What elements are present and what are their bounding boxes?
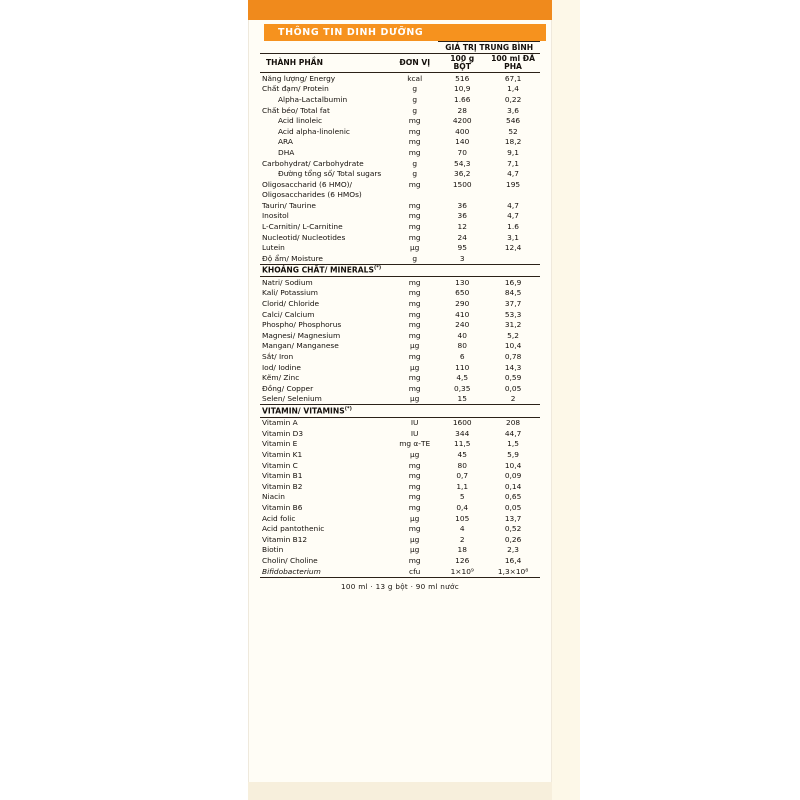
row-value-prepared: 7,1	[507, 158, 519, 168]
row-nutrient-name: Niacin	[262, 492, 285, 502]
row-value-prepared	[486, 190, 540, 201]
row-nutrient-name: Sắt/ Iron	[262, 351, 294, 361]
row-nutrient-name: Cholin/ Choline	[262, 555, 318, 565]
table-row	[260, 341, 540, 352]
table-row	[260, 417, 540, 428]
table-row	[260, 126, 540, 137]
table-row	[260, 534, 540, 545]
row-value-prepared: 1,5	[507, 439, 519, 449]
row-nutrient-name: Vitamin D3	[262, 428, 304, 438]
row-nutrient-name: Vitamin A	[262, 418, 298, 428]
row-unit: mg	[408, 147, 421, 157]
row-nutrient-name: Đường tổng số/ Total sugars	[278, 169, 382, 179]
row-unit: mg	[408, 200, 421, 210]
row-value-powder: 1600	[452, 418, 472, 428]
header-name: THÀNH PHẦN	[260, 53, 391, 72]
section-footnote-marker: (*)	[344, 405, 352, 412]
table-section-header	[260, 264, 540, 276]
row-value-powder: 0,35	[454, 383, 471, 393]
row-value-prepared: 10,4	[504, 341, 522, 351]
row-value-powder: 36	[457, 200, 467, 210]
row-value-prepared: 13,7	[504, 513, 522, 523]
row-value-prepared: 16,9	[504, 277, 522, 287]
row-value-powder: 344	[455, 428, 470, 438]
row-unit: µg	[409, 394, 420, 404]
row-nutrient-name: DHA	[278, 147, 295, 157]
row-nutrient-name: Taurin/ Taurine	[262, 200, 316, 210]
row-value-prepared: 5,2	[507, 330, 519, 340]
row-value-prepared: 10,4	[504, 460, 522, 470]
row-value-prepared: 3,6	[507, 105, 519, 115]
header-spacer-name	[260, 42, 391, 54]
row-value-prepared: 16,4	[504, 555, 522, 565]
row-nutrient-name: Lutein	[262, 243, 285, 253]
table-row	[260, 330, 540, 341]
row-nutrient-name: Vitamin B6	[262, 502, 303, 512]
row-value-prepared: 4,7	[507, 200, 519, 210]
row-nutrient-name: Selen/ Selenium	[262, 394, 322, 404]
row-nutrient-name: Calci/ Calcium	[262, 309, 315, 319]
row-value-powder: 36	[457, 211, 467, 221]
row-nutrient-name: Vitamin E	[262, 439, 298, 449]
row-unit: mg	[408, 309, 421, 319]
label-content	[256, 24, 544, 591]
row-nutrient-name: Vitamin C	[262, 460, 298, 470]
row-nutrient-name: Chất béo/ Total fat	[262, 105, 330, 115]
row-unit: µg	[409, 362, 420, 372]
row-value-prepared: 2	[510, 394, 516, 404]
row-value-powder: 0,7	[456, 471, 469, 481]
row-unit: mg	[408, 179, 421, 189]
row-unit: mg	[408, 330, 421, 340]
row-value-powder: 80	[457, 460, 467, 470]
row-unit: mg	[408, 383, 421, 393]
table-row	[260, 179, 540, 190]
row-value-powder: 24	[457, 232, 467, 242]
row-nutrient-name: ARA	[278, 137, 293, 147]
table-row	[260, 502, 540, 513]
table-row	[260, 373, 540, 384]
row-unit: g	[412, 158, 418, 168]
row-nutrient-name: Năng lượng/ Energy	[262, 73, 336, 83]
section-footnote-marker: (*)	[373, 265, 382, 272]
row-nutrient-name: Vitamin B12	[262, 534, 308, 544]
row-unit: µg	[409, 545, 420, 555]
table-row	[260, 524, 540, 535]
row-value-prepared: 2,3	[507, 545, 519, 555]
row-nutrient-name: Đồng/ Copper	[262, 383, 314, 393]
row-value-powder: 10,9	[454, 84, 471, 94]
row-value-prepared: 44,7	[504, 428, 522, 438]
row-nutrient-name: Magnesi/ Magnesium	[262, 330, 341, 340]
top-orange-bar	[248, 0, 552, 20]
row-value-prepared: 9,1	[507, 147, 519, 157]
row-value-prepared: 37,7	[504, 298, 522, 308]
row-unit: g	[412, 84, 418, 94]
row-unit: mg	[408, 555, 421, 565]
table-row	[260, 460, 540, 471]
table-row	[260, 105, 540, 116]
row-value-powder: 18	[457, 545, 467, 555]
table-row	[260, 288, 540, 299]
row-unit: mg	[408, 373, 421, 383]
row-unit: mg	[408, 492, 421, 502]
table-row	[260, 362, 540, 373]
row-nutrient-name: Vitamin B2	[262, 481, 303, 491]
row-value-prepared	[486, 253, 540, 264]
row-value-powder: 126	[455, 555, 470, 565]
row-unit: cfu	[409, 566, 421, 576]
table-row	[260, 320, 540, 331]
row-value-prepared: 0,59	[504, 373, 522, 383]
row-nutrient-name: Oligosaccharides (6 HMOs)	[262, 190, 362, 200]
table-row	[260, 221, 540, 232]
header-spacer-unit	[391, 42, 438, 54]
row-nutrient-name: Biotin	[262, 545, 284, 555]
table-row	[260, 545, 540, 556]
row-value-powder: 0,4	[456, 502, 469, 512]
row-value-prepared: 546	[506, 116, 521, 126]
row-value-powder: 400	[455, 126, 470, 136]
row-nutrient-name: L-Carnitin/ L-Carnitine	[262, 222, 343, 232]
table-row	[260, 232, 540, 243]
row-value-prepared: 0,14	[504, 481, 522, 491]
table-row	[260, 566, 540, 577]
row-unit: g	[412, 169, 418, 179]
row-value-powder: 45	[457, 449, 467, 459]
row-unit: mg	[408, 460, 421, 470]
row-unit: µg	[409, 341, 420, 351]
row-value-powder: 54,3	[454, 158, 471, 168]
row-unit: µg	[409, 449, 420, 459]
row-nutrient-name: Acid pantothenic	[262, 524, 325, 534]
row-value-prepared: 18,2	[504, 137, 522, 147]
row-value-powder: 1×10⁹	[450, 566, 474, 576]
table-row	[260, 351, 540, 362]
row-unit: mg	[408, 126, 421, 136]
row-unit: mg	[408, 277, 421, 287]
row-value-prepared: 31,2	[504, 320, 522, 330]
row-nutrient-name: Inositol	[262, 211, 289, 221]
table-row	[260, 471, 540, 482]
row-unit: IU	[410, 428, 419, 438]
row-value-powder: 4,5	[456, 373, 469, 383]
row-unit	[391, 190, 438, 201]
row-value-powder: 40	[457, 330, 467, 340]
table-row	[260, 253, 540, 264]
row-value-prepared: 4,7	[507, 211, 519, 221]
row-value-powder: 95	[457, 243, 467, 253]
row-unit: kcal	[407, 73, 423, 83]
row-value-powder: 1.66	[454, 94, 471, 104]
table-row	[260, 383, 540, 394]
row-value-prepared: 0,65	[504, 492, 522, 502]
row-nutrient-name: Acid alpha-linolenic	[278, 126, 350, 136]
row-value-powder: 2	[459, 534, 465, 544]
row-unit: g	[412, 94, 418, 104]
row-nutrient-name: Chất đạm/ Protein	[262, 84, 329, 94]
row-value-prepared: 1,3×10⁸	[497, 566, 529, 576]
row-unit: mg	[408, 351, 421, 361]
row-value-prepared: 52	[508, 126, 518, 136]
row-value-prepared: 0,52	[504, 524, 522, 534]
table-row	[260, 309, 540, 320]
table-row	[260, 243, 540, 254]
row-value-powder: 240	[455, 320, 470, 330]
row-unit: g	[412, 253, 418, 263]
row-nutrient-name: Acid folic	[262, 513, 296, 523]
table-header-top-row	[260, 42, 540, 54]
row-value-powder: 1,1	[456, 481, 469, 491]
serving-footnote: 100 ml · 13 g bột · 90 ml nước	[260, 577, 540, 591]
table-row	[260, 137, 540, 148]
row-value-prepared: 14,3	[504, 362, 522, 372]
row-value-prepared: 1.6	[507, 222, 519, 232]
row-unit: mg	[408, 222, 421, 232]
row-value-powder: 140	[455, 137, 470, 147]
row-unit: mg	[408, 137, 421, 147]
header-value-powder: 100 g BỘT	[438, 53, 486, 72]
table-row	[260, 147, 540, 158]
row-value-prepared: 84,5	[504, 288, 522, 298]
row-nutrient-name: Kali/ Potassium	[262, 288, 318, 298]
row-value-powder: 516	[455, 73, 470, 83]
section-label: KHOÁNG CHẤT/ MINERALS(*)	[260, 264, 540, 276]
row-unit: µg	[409, 243, 420, 253]
row-value-prepared: 208	[506, 418, 521, 428]
row-unit: mg α-TE	[399, 439, 431, 449]
row-nutrient-name: Natri/ Sodium	[262, 277, 313, 287]
row-value-powder: 650	[455, 288, 470, 298]
table-body	[260, 73, 540, 577]
row-nutrient-name: Nucleotid/ Nucleotides	[262, 232, 346, 242]
row-nutrient-name: Mangan/ Manganese	[262, 341, 339, 351]
table-row	[260, 277, 540, 288]
row-value-powder: 3	[459, 253, 465, 263]
table-row	[260, 200, 540, 211]
row-unit: mg	[408, 211, 421, 221]
row-value-powder: 5	[459, 492, 465, 502]
row-nutrient-name: Vitamin B1	[262, 471, 303, 481]
bottom-cream-bar	[248, 782, 552, 800]
row-unit: mg	[408, 471, 421, 481]
row-value-powder: 12	[457, 222, 467, 232]
table-row	[260, 492, 540, 503]
row-value-prepared: 53,3	[504, 309, 522, 319]
table-row	[260, 394, 540, 405]
row-value-powder: 130	[455, 277, 470, 287]
row-unit: mg	[408, 524, 421, 534]
row-value-prepared: 0,26	[504, 534, 522, 544]
row-value-powder: 28	[457, 105, 467, 115]
row-value-powder: 11,5	[454, 439, 471, 449]
table-row	[260, 513, 540, 524]
table-row	[260, 158, 540, 169]
table-row	[260, 84, 540, 95]
row-value-prepared: 0,05	[504, 383, 522, 393]
row-nutrient-name: Phospho/ Phosphorus	[262, 320, 342, 330]
row-value-powder: 70	[457, 147, 467, 157]
table-row	[260, 169, 540, 180]
table-row	[260, 211, 540, 222]
row-unit: mg	[408, 116, 421, 126]
row-value-powder: 36,2	[454, 169, 471, 179]
table-row	[260, 428, 540, 439]
row-unit: mg	[408, 288, 421, 298]
table-row	[260, 481, 540, 492]
row-value-powder	[438, 190, 486, 201]
page-title: THÔNG TIN DINH DƯỠNG	[264, 24, 546, 41]
row-nutrient-name: Acid linoleic	[278, 116, 323, 126]
nutrition-table	[260, 41, 540, 577]
row-value-prepared: 67,1	[504, 73, 522, 83]
row-value-powder: 105	[455, 513, 470, 523]
table-row	[260, 94, 540, 105]
row-unit: mg	[408, 232, 421, 242]
header-unit: ĐƠN VỊ	[391, 53, 438, 72]
row-value-prepared: 12,4	[504, 243, 522, 253]
table-row	[260, 190, 540, 201]
header-value-prepared: 100 ml ĐÃ PHA	[486, 53, 540, 72]
row-nutrient-name: Iod/ Iodine	[262, 362, 301, 372]
row-value-prepared: 0,22	[504, 94, 522, 104]
row-value-powder: 80	[457, 341, 467, 351]
row-unit: g	[412, 105, 418, 115]
row-nutrient-name: Vitamin K1	[262, 449, 303, 459]
row-value-powder: 290	[455, 298, 470, 308]
row-value-prepared: 0,05	[504, 502, 522, 512]
table-row	[260, 73, 540, 84]
row-nutrient-name: Carbohydrat/ Carbohydrate	[262, 158, 364, 168]
row-unit: mg	[408, 298, 421, 308]
row-value-prepared: 5,9	[507, 449, 519, 459]
table-header-row	[260, 53, 540, 72]
row-value-powder: 4	[459, 524, 465, 534]
row-nutrient-name: Bifidobacterium	[262, 566, 321, 576]
row-value-prepared: 0,09	[504, 471, 522, 481]
row-unit: mg	[408, 320, 421, 330]
table-row	[260, 298, 540, 309]
row-value-prepared: 3,1	[507, 232, 519, 242]
row-value-prepared: 0,78	[504, 351, 522, 361]
row-value-prepared: 1,4	[507, 84, 519, 94]
table-header-group	[260, 42, 540, 73]
row-nutrient-name: Độ ẩm/ Moisture	[262, 253, 323, 263]
row-value-powder: 1500	[452, 179, 472, 189]
row-nutrient-name: Alpha-Lactalbumin	[278, 94, 348, 104]
row-unit: µg	[409, 513, 420, 523]
table-row	[260, 116, 540, 127]
row-nutrient-name: Clorid/ Chloride	[262, 298, 320, 308]
row-unit: µg	[409, 534, 420, 544]
table-section-header	[260, 405, 540, 417]
row-unit: mg	[408, 502, 421, 512]
row-value-powder: 6	[459, 351, 465, 361]
row-value-prepared: 195	[506, 179, 521, 189]
row-value-powder: 110	[455, 362, 470, 372]
row-value-powder: 410	[455, 309, 470, 319]
table-row	[260, 449, 540, 460]
row-unit: mg	[408, 481, 421, 491]
section-label: VITAMIN/ VITAMINS(*)	[260, 405, 540, 417]
header-group-label: GIÁ TRỊ TRUNG BÌNH	[438, 42, 540, 54]
row-value-powder: 15	[457, 394, 467, 404]
table-row	[260, 555, 540, 566]
row-value-powder: 4200	[452, 116, 472, 126]
package-side-strip	[552, 0, 580, 800]
row-nutrient-name: Kẽm/ Zinc	[262, 373, 300, 383]
table-row	[260, 439, 540, 450]
row-nutrient-name: Oligosaccharid (6 HMO)/	[262, 179, 353, 189]
row-value-prepared: 4,7	[507, 169, 519, 179]
row-unit: IU	[410, 418, 419, 428]
